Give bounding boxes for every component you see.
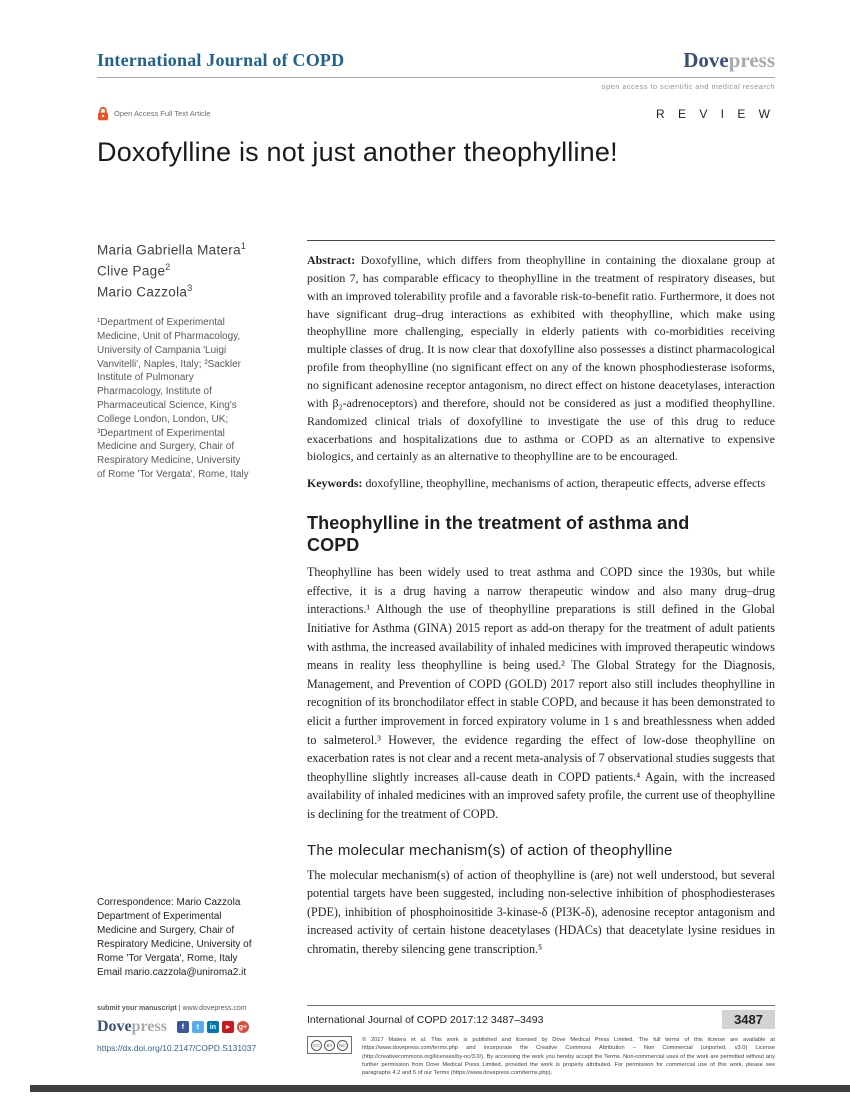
masthead	[97, 50, 775, 71]
affiliations-text: ¹Department of Experimental Medicine, Unit of Pharmacology, University of Campania 'Luigi Vanvitelli', Naples, Italy; ²Sackler Institute of Pulmonary Pharmacology, Institute of Pharmaceutical Science, King's College London, London, UK; ³Department of Experimental Medicine and Surgery, Chair of Respiratory Medicine, University of Rome 'Tor Vergata', Rome, Italy	[97, 317, 249, 481]
dovepress-site-link[interactable]: www.dovepress.com	[182, 1005, 247, 1012]
article-title: Doxofylline is not just another theophylline!	[97, 137, 618, 167]
abstract-label: Abstract:	[307, 253, 361, 267]
header-divider	[97, 77, 775, 78]
article-meta-row	[97, 106, 775, 121]
section-body-theophylline: Theophylline has been widely used to treat asthma and COPD since the 1930s, but while effective, it is a drug having a narrow therapeutic window and also many drug–drug interactions.¹ Although the use of theophylline preparations is still defined in the Global Initiative for Asthma (GINA) 2015 report as add-on therapy for the treatment of adult patients with asthma, the increased availability of inhaled medicines with improved therapeutic windows means in reality less theophylline is being used.² The Global Strategy for the Diagnosis, Management, and Prevention of COPD (GOLD) 2017 report also still includes theophylline in recognition of its bronchodilator effect in stable COPD, and because it has been demonstrated to elicit a further improvement in forced expiratory volume in 1 s and breathlessness when added to salmeterol.³ However, the evidence regarding the effect of low-dose theophylline on exacerbation rates is not clear and a recent meta-analysis of 7 observational studies suggests that theophylline slightly increases all-cause death in COPD patients.⁴ Again, with the increased availability of inhaled medicines with an improved safety profile, the current use of theophylline is declining for the treatment of COPD.	[307, 565, 775, 821]
dovepress-logo	[683, 50, 775, 71]
author-name-text: Clive Page	[97, 263, 166, 279]
license-row	[307, 1036, 775, 1077]
correspondence-address: Department of Experimental Medicine and Surgery, Chair of Respiratory Medicine, University of Rome 'Tor Vergata', Rome, Italy	[97, 911, 252, 964]
keywords-paragraph	[307, 475, 775, 493]
abstract-text: Doxofylline, which differs from theophylline in containing the dioxalane group at position 7, has comparable efficacy to theophylline in the treatment of respiratory diseases, but with an improved tolerability profile and a favorable risk-to-benefit ratio. Furthermore, it does not have significant drug–drug interactions as exhibited with theophylline, which make using theophylline more challenging, especially in elderly patients with co-morbidities receiving multiple classes of drug. It is now clear that doxofylline also possesses a distinct pharmacological profile from theophylline (no significant effect on any of the known phosphodiesterase isoforms, no significant adenosine receptor antagonism, no direct effect on histone deacetylases, interaction with β₂-adrenoceptors) and therefore, should not be considered as just a modified theophylline. Randomized clinical trials of doxofylline to investigate the use of this drug to reduce exacerbations and hospitalizations due to asthma or COPD as an alternative to expensive biologics, and certainly as an alternative to theophylline are to be encouraged.	[307, 253, 775, 464]
correspondence-block	[97, 896, 253, 980]
author-name-text: Maria Gabriella Matera	[97, 242, 241, 258]
footer-logo-dove: Dove	[97, 1018, 132, 1035]
journal-tagline: open access to scientific and medical research	[601, 82, 775, 91]
author-superscript: 1	[240, 241, 247, 251]
left-column	[97, 240, 281, 1005]
author-superscript: 2	[165, 261, 171, 272]
cc-license-badge	[307, 1036, 352, 1054]
googleplus-icon[interactable]: g+	[237, 1021, 249, 1033]
section-heading-theophylline: Theophylline in the treatment of asthma and COPD	[307, 513, 690, 556]
article-columns	[97, 240, 775, 1005]
submit-separator: |	[176, 1005, 183, 1012]
author-list	[97, 240, 281, 302]
cc-by-icon: BY	[324, 1040, 335, 1051]
open-access-label-group	[97, 106, 211, 121]
subsection-body-mechanism: The molecular mechanism(s) of action of theophylline is (are) not well understood, but several potential targets have been suggested, including non-selective inhibition of phosphodiesterases (PDE), inhibition of phosphoinositide 3-kinase-δ (PI3K-δ), adenosine receptor antagonism and increased activity of certain histone deacetylases (HDACs) that deacetylate lysine residues in chromatin, thereby silencing gene transcription.⁵	[307, 867, 775, 957]
page-footer	[97, 1005, 775, 1077]
linkedin-icon[interactable]: in	[207, 1021, 219, 1033]
author-row	[97, 240, 281, 261]
social-icons	[177, 1021, 249, 1033]
dovepress-logo-dove: Dove	[683, 48, 729, 72]
keywords-text: doxofylline, theophylline, mechanisms of action, therapeutic effects, adverse effects	[365, 476, 766, 491]
author-superscript: 3	[187, 282, 193, 293]
footer-logo-row	[97, 1019, 281, 1035]
citation-row	[307, 1010, 775, 1029]
cc-icon: CC	[311, 1040, 322, 1051]
youtube-icon[interactable]: ►	[222, 1021, 234, 1033]
footer-logo-press: press	[131, 1018, 167, 1035]
doi-link[interactable]: https://dx.doi.org/10.2147/COPD.S131037	[97, 1043, 257, 1053]
journal-name: International Journal of COPD	[97, 50, 345, 70]
footer-left	[97, 1005, 281, 1077]
journal-citation: International Journal of COPD 2017:12 3487–3493	[307, 1013, 544, 1026]
correspondence-email[interactable]: Email mario.cazzola@uniroma2.it	[97, 967, 247, 978]
article-type-label: R E V I E W	[655, 107, 775, 121]
abstract-paragraph	[307, 252, 775, 466]
subsection-heading-mechanism: The molecular mechanism(s) of action of theophylline	[307, 841, 673, 859]
footer-right	[307, 1005, 775, 1077]
license-text: © 2017 Matera et al. This work is published and licensed by Dove Medical Press Limited. The full terms of this license are available at https://www.dovepress.com/terms.php and incorporate the Creative Commons Attribution – Non Commercial (unported, v3.0) License (http://creativecommons.org/licenses/by-nc/3.0/). By accessing the work you hereby accept the Terms. Non-commercial uses of the work are permitted without any further permission from Dove Medical Press Limited, provided the work is properly attributed. For permission for commercial use of this work, please see paragraphs 4.2 and 5 of our Terms (https://www.dovepress.com/terms.php).	[362, 1037, 775, 1077]
main-column	[307, 240, 775, 1005]
cc-nc-icon: NC	[337, 1040, 348, 1051]
open-access-text: Open Access Full Text Article	[114, 109, 211, 118]
keywords-label: Keywords:	[307, 476, 366, 491]
author-name-text: Mario Cazzola	[97, 284, 188, 299]
facebook-icon[interactable]: f	[177, 1021, 189, 1033]
page-number-badge: 3487	[722, 1010, 775, 1029]
dovepress-logo-press: press	[728, 48, 775, 72]
author-row	[97, 261, 281, 282]
submit-manuscript-line	[97, 1005, 281, 1012]
open-access-icon	[97, 106, 109, 121]
twitter-icon[interactable]: t	[192, 1021, 204, 1033]
footer-dovepress-logo	[97, 1019, 167, 1035]
correspondence-title: Correspondence: Mario Cazzola	[97, 897, 241, 908]
author-row	[97, 282, 281, 303]
submit-manuscript-label: submit your manuscript	[97, 1005, 177, 1012]
page-bottom-bar	[30, 1085, 850, 1092]
